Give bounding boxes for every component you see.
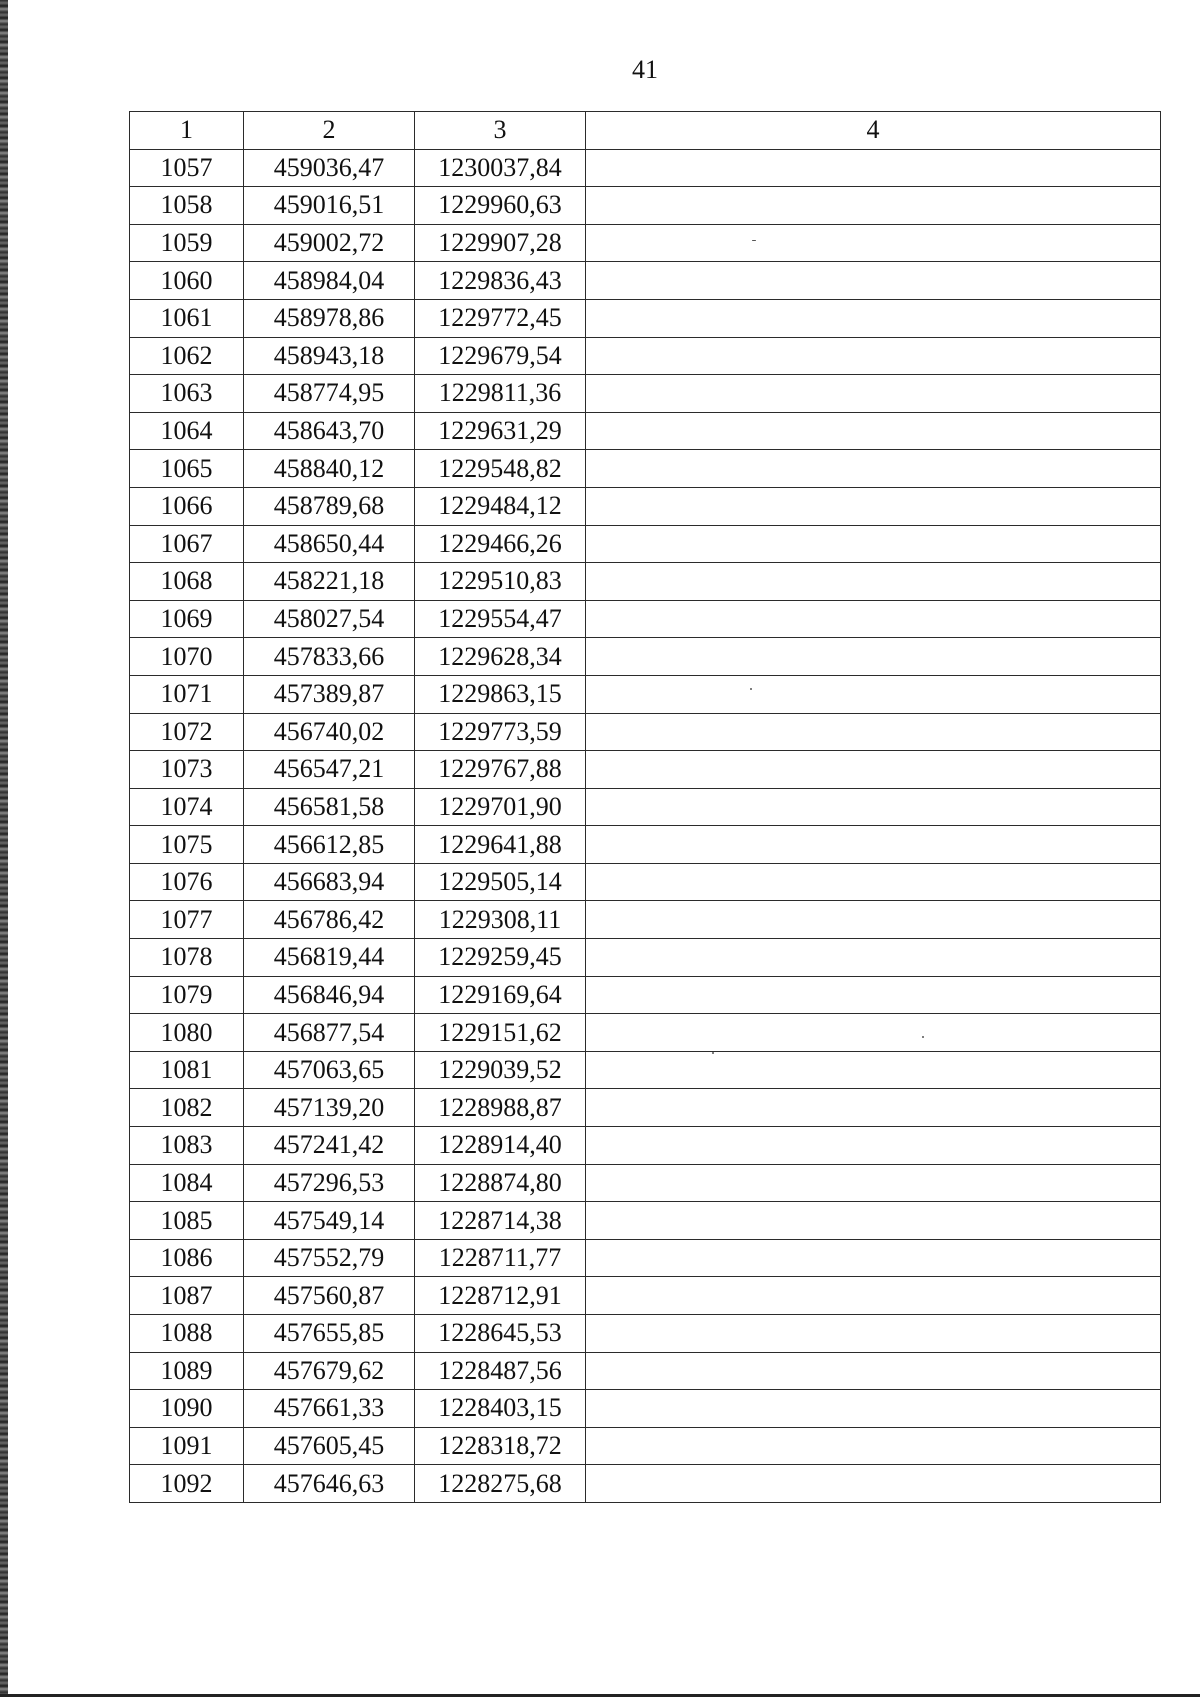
note-cell (586, 563, 1161, 601)
point-number-cell: 1072 (130, 713, 244, 751)
x-coordinate-cell: 456740,02 (244, 713, 415, 751)
note-cell (586, 1390, 1161, 1428)
y-coordinate-cell: 1229773,59 (415, 713, 586, 751)
x-coordinate-cell: 457605,45 (244, 1427, 415, 1465)
note-cell (586, 337, 1161, 375)
point-number-cell: 1073 (130, 751, 244, 789)
point-number-cell: 1063 (130, 375, 244, 413)
x-coordinate-cell: 458643,70 (244, 412, 415, 450)
x-coordinate-cell: 457679,62 (244, 1352, 415, 1390)
point-number-cell: 1060 (130, 262, 244, 300)
point-number-cell: 1075 (130, 826, 244, 864)
table-row (130, 1315, 1161, 1353)
note-cell (586, 1164, 1161, 1202)
x-coordinate-cell: 458774,95 (244, 375, 415, 413)
note-cell (586, 1352, 1161, 1390)
point-number-cell: 1058 (130, 187, 244, 225)
table-row (130, 939, 1161, 977)
x-coordinate-cell: 457655,85 (244, 1315, 415, 1353)
header-cell-4: 4 (586, 112, 1161, 150)
table-row (130, 450, 1161, 488)
table-row (130, 826, 1161, 864)
table-row (130, 1465, 1161, 1503)
y-coordinate-cell: 1229510,83 (415, 563, 586, 601)
table-row (130, 600, 1161, 638)
x-coordinate-cell: 458978,86 (244, 299, 415, 337)
table-row (130, 1014, 1161, 1052)
y-coordinate-cell: 1229151,62 (415, 1014, 586, 1052)
note-cell (586, 1239, 1161, 1277)
table-body (130, 149, 1161, 1502)
x-coordinate-cell: 457560,87 (244, 1277, 415, 1315)
scan-speck (712, 1052, 714, 1054)
y-coordinate-cell: 1229960,63 (415, 187, 586, 225)
coordinates-table (129, 111, 1161, 1503)
point-number-cell: 1080 (130, 1014, 244, 1052)
y-coordinate-cell: 1229484,12 (415, 487, 586, 525)
note-cell (586, 525, 1161, 563)
y-coordinate-cell: 1229701,90 (415, 788, 586, 826)
note-cell (586, 863, 1161, 901)
y-coordinate-cell: 1228914,40 (415, 1127, 586, 1165)
y-coordinate-cell: 1228714,38 (415, 1202, 586, 1240)
x-coordinate-cell: 459036,47 (244, 149, 415, 187)
x-coordinate-cell: 457646,63 (244, 1465, 415, 1503)
point-number-cell: 1062 (130, 337, 244, 375)
point-number-cell: 1068 (130, 563, 244, 601)
point-number-cell: 1083 (130, 1127, 244, 1165)
y-coordinate-cell: 1229811,36 (415, 375, 586, 413)
x-coordinate-cell: 456547,21 (244, 751, 415, 789)
note-cell (586, 1051, 1161, 1089)
table-row (130, 299, 1161, 337)
note-cell (586, 412, 1161, 450)
point-number-cell: 1061 (130, 299, 244, 337)
note-cell (586, 1089, 1161, 1127)
y-coordinate-cell: 1230037,84 (415, 149, 586, 187)
point-number-cell: 1066 (130, 487, 244, 525)
x-coordinate-cell: 457296,53 (244, 1164, 415, 1202)
x-coordinate-cell: 457661,33 (244, 1390, 415, 1428)
scan-speck (922, 1036, 924, 1038)
note-cell (586, 1315, 1161, 1353)
table-row (130, 788, 1161, 826)
y-coordinate-cell: 1229907,28 (415, 224, 586, 262)
point-number-cell: 1077 (130, 901, 244, 939)
point-number-cell: 1059 (130, 224, 244, 262)
table-row (130, 1089, 1161, 1127)
x-coordinate-cell: 456846,94 (244, 976, 415, 1014)
table-row (130, 375, 1161, 413)
y-coordinate-cell: 1228645,53 (415, 1315, 586, 1353)
x-coordinate-cell: 457389,87 (244, 675, 415, 713)
table-row (130, 1202, 1161, 1240)
x-coordinate-cell: 456581,58 (244, 788, 415, 826)
point-number-cell: 1091 (130, 1427, 244, 1465)
table-row (130, 525, 1161, 563)
table-row (130, 149, 1161, 187)
table-row (130, 1239, 1161, 1277)
x-coordinate-cell: 458943,18 (244, 337, 415, 375)
y-coordinate-cell: 1229169,64 (415, 976, 586, 1014)
table-row (130, 638, 1161, 676)
header-cell-2: 2 (244, 112, 415, 150)
table-row (130, 1427, 1161, 1465)
note-cell (586, 450, 1161, 488)
note-cell (586, 713, 1161, 751)
table-row (130, 863, 1161, 901)
note-cell (586, 600, 1161, 638)
y-coordinate-cell: 1228275,68 (415, 1465, 586, 1503)
note-cell (586, 149, 1161, 187)
note-cell (586, 1277, 1161, 1315)
table-row (130, 224, 1161, 262)
scan-speck (752, 240, 756, 241)
point-number-cell: 1070 (130, 638, 244, 676)
note-cell (586, 1465, 1161, 1503)
x-coordinate-cell: 457241,42 (244, 1127, 415, 1165)
note-cell (586, 751, 1161, 789)
note-cell (586, 224, 1161, 262)
table-row (130, 1051, 1161, 1089)
note-cell (586, 487, 1161, 525)
x-coordinate-cell: 459002,72 (244, 224, 415, 262)
table-row (130, 675, 1161, 713)
point-number-cell: 1081 (130, 1051, 244, 1089)
note-cell (586, 299, 1161, 337)
x-coordinate-cell: 457552,79 (244, 1239, 415, 1277)
table-row (130, 1352, 1161, 1390)
table-header-row (130, 112, 1161, 150)
point-number-cell: 1087 (130, 1277, 244, 1315)
y-coordinate-cell: 1228712,91 (415, 1277, 586, 1315)
table-row (130, 1164, 1161, 1202)
point-number-cell: 1088 (130, 1315, 244, 1353)
note-cell (586, 1014, 1161, 1052)
point-number-cell: 1092 (130, 1465, 244, 1503)
note-cell (586, 187, 1161, 225)
table-row (130, 1390, 1161, 1428)
page-number: 41 (632, 55, 658, 84)
y-coordinate-cell: 1228874,80 (415, 1164, 586, 1202)
y-coordinate-cell: 1229548,82 (415, 450, 586, 488)
table-row (130, 1277, 1161, 1315)
y-coordinate-cell: 1228403,15 (415, 1390, 586, 1428)
table-row (130, 187, 1161, 225)
y-coordinate-cell: 1228711,77 (415, 1239, 586, 1277)
note-cell (586, 788, 1161, 826)
x-coordinate-cell: 458789,68 (244, 487, 415, 525)
x-coordinate-cell: 456786,42 (244, 901, 415, 939)
x-coordinate-cell: 458650,44 (244, 525, 415, 563)
note-cell (586, 901, 1161, 939)
x-coordinate-cell: 458027,54 (244, 600, 415, 638)
table-row (130, 713, 1161, 751)
table-row (130, 1127, 1161, 1165)
note-cell (586, 1202, 1161, 1240)
note-cell (586, 675, 1161, 713)
scan-speck (750, 688, 752, 690)
y-coordinate-cell: 1229767,88 (415, 751, 586, 789)
table-row (130, 412, 1161, 450)
y-coordinate-cell: 1229641,88 (415, 826, 586, 864)
x-coordinate-cell: 456612,85 (244, 826, 415, 864)
note-cell (586, 976, 1161, 1014)
point-number-cell: 1086 (130, 1239, 244, 1277)
x-coordinate-cell: 457063,65 (244, 1051, 415, 1089)
point-number-cell: 1069 (130, 600, 244, 638)
point-number-cell: 1085 (130, 1202, 244, 1240)
point-number-cell: 1071 (130, 675, 244, 713)
point-number-cell: 1089 (130, 1352, 244, 1390)
y-coordinate-cell: 1229628,34 (415, 638, 586, 676)
note-cell (586, 1127, 1161, 1165)
point-number-cell: 1090 (130, 1390, 244, 1428)
note-cell (586, 1427, 1161, 1465)
table-row (130, 751, 1161, 789)
y-coordinate-cell: 1229631,29 (415, 412, 586, 450)
table-row (130, 262, 1161, 300)
point-number-cell: 1082 (130, 1089, 244, 1127)
table-row (130, 487, 1161, 525)
x-coordinate-cell: 457833,66 (244, 638, 415, 676)
note-cell (586, 939, 1161, 977)
y-coordinate-cell: 1229836,43 (415, 262, 586, 300)
point-number-cell: 1064 (130, 412, 244, 450)
table-row (130, 337, 1161, 375)
note-cell (586, 375, 1161, 413)
x-coordinate-cell: 458840,12 (244, 450, 415, 488)
x-coordinate-cell: 457139,20 (244, 1089, 415, 1127)
y-coordinate-cell: 1229505,14 (415, 863, 586, 901)
header-cell-3: 3 (415, 112, 586, 150)
x-coordinate-cell: 456683,94 (244, 863, 415, 901)
point-number-cell: 1079 (130, 976, 244, 1014)
point-number-cell: 1078 (130, 939, 244, 977)
y-coordinate-cell: 1229863,15 (415, 675, 586, 713)
point-number-cell: 1057 (130, 149, 244, 187)
y-coordinate-cell: 1229259,45 (415, 939, 586, 977)
note-cell (586, 826, 1161, 864)
point-number-cell: 1065 (130, 450, 244, 488)
table-row (130, 976, 1161, 1014)
x-coordinate-cell: 456819,44 (244, 939, 415, 977)
y-coordinate-cell: 1228988,87 (415, 1089, 586, 1127)
note-cell (586, 638, 1161, 676)
y-coordinate-cell: 1229308,11 (415, 901, 586, 939)
y-coordinate-cell: 1229679,54 (415, 337, 586, 375)
point-number-cell: 1067 (130, 525, 244, 563)
x-coordinate-cell: 459016,51 (244, 187, 415, 225)
scan-edge (0, 0, 8, 1697)
table-row (130, 563, 1161, 601)
header-cell-1: 1 (130, 112, 244, 150)
x-coordinate-cell: 457549,14 (244, 1202, 415, 1240)
point-number-cell: 1084 (130, 1164, 244, 1202)
y-coordinate-cell: 1229466,26 (415, 525, 586, 563)
y-coordinate-cell: 1229772,45 (415, 299, 586, 337)
note-cell (586, 262, 1161, 300)
x-coordinate-cell: 458984,04 (244, 262, 415, 300)
y-coordinate-cell: 1228487,56 (415, 1352, 586, 1390)
point-number-cell: 1074 (130, 788, 244, 826)
y-coordinate-cell: 1229039,52 (415, 1051, 586, 1089)
y-coordinate-cell: 1228318,72 (415, 1427, 586, 1465)
y-coordinate-cell: 1229554,47 (415, 600, 586, 638)
x-coordinate-cell: 458221,18 (244, 563, 415, 601)
point-number-cell: 1076 (130, 863, 244, 901)
table-row (130, 901, 1161, 939)
x-coordinate-cell: 456877,54 (244, 1014, 415, 1052)
